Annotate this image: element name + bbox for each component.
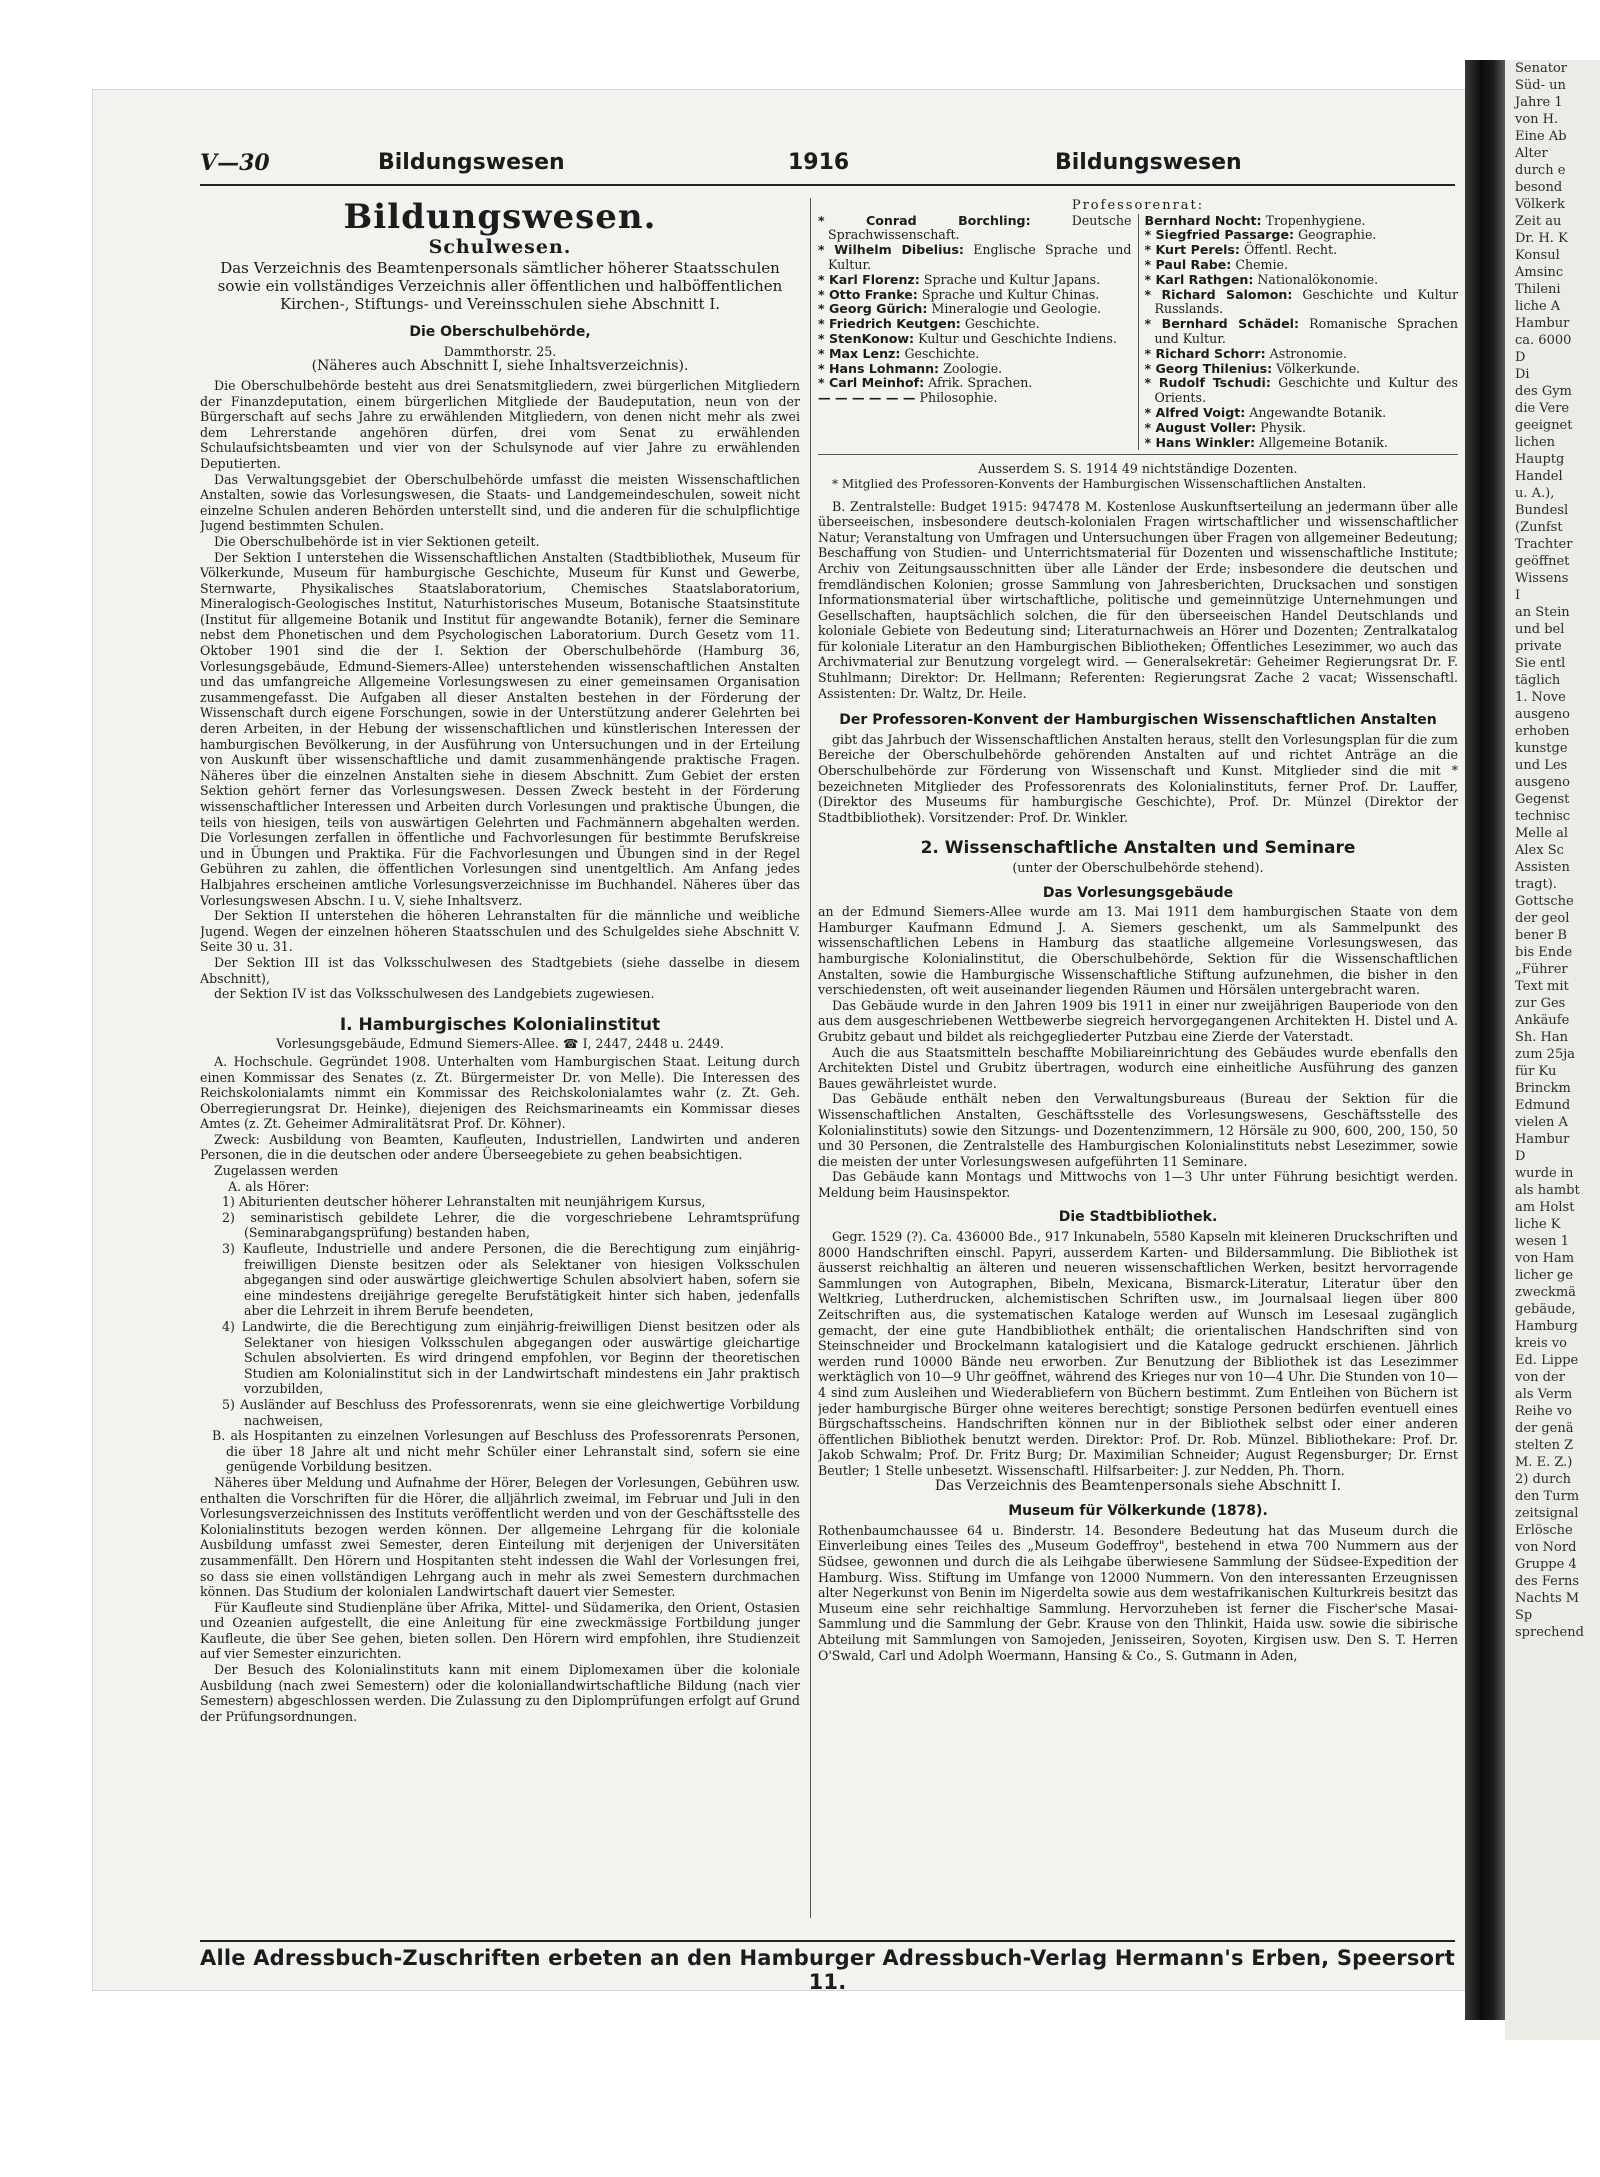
professor-name: * Conrad Borchling:: [818, 212, 1031, 228]
paragraph: gibt das Jahrbuch der Wissenschaftlichen Anstalten heraus, stellt den Vorlesungsplan für die zum Bereiche der Oberschulbehörde gehörenden Anstalten auf und richtet Anträge an die Oberschulbehörde zur Förderung von Wissenschaft und Kunst. Mitglieder sind die mit * bezeichneten Mitglieder des Professorenrats des Kolonialinstituts, ferner Prof. Dr. Lauffer, (Direktor des Museums für hamburgische Geschichte), Prof. Dr. Münzel (Direktor der Stadtbibliothek). Vorsitzender: Prof. Dr. Winkler.: [818, 731, 1458, 825]
paragraph: Die Oberschulbehörde besteht aus drei Senatsmitgliedern, zwei bürgerlichen Mitgliedern der Finanzdeputation, einem bürgerlichen Mitgliede der Baudeputation, neun von der Bürgerschaft auf sechs Jahre zu erwählenden Mitgliedern, von denen nicht mehr als zwei dem Lehrerstande angehören dürfen, drei vom Senat zu erwählenden Schulaufsichtsbeamten und vier von der Schulsynode auf vier Jahre zu erwählenden Deputierten.: [200, 377, 800, 471]
professor-name: * Wilhelm Dibelius:: [818, 242, 964, 258]
professorenrat-left: [818, 214, 1138, 451]
professor-entry: [818, 391, 1132, 406]
fragment-text: kunstge: [1515, 741, 1568, 756]
section-heading: Die Stadtbibliothek.: [1058, 1209, 1218, 1226]
fragment-text: an Stein: [1515, 605, 1570, 620]
professor-name: Bernhard Nocht:: [1144, 212, 1262, 228]
list-item: 1) Abiturienten deutscher höherer Lehranstalten mit neunjährigem Kursus,: [222, 1194, 706, 1210]
professor-field: Nationalökonomie.: [1257, 271, 1379, 287]
paragraph: Zweck: Ausbildung von Beamten, Kaufleuten, Industriellen, Landwirten und anderen Personen, die in die deutschen oder andere Überseegebiete zu gehen beabsichtigen.: [200, 1131, 800, 1163]
fragment-text: liche A: [1515, 299, 1561, 314]
fragment-text: geöffnet: [1515, 554, 1570, 569]
paragraph: Näheres über Meldung und Aufnahme der Hörer, Belegen der Vorlesungen, Gebühren usw. enthalten die Vorschriften für die Hörer, die alljährlich zweimal, im Februar und Juli in den Vorlesungsverzeichnissen des Instituts veröffentlicht werden und von der Geschäftsstelle des Kolonialinstituts bezogen werden können. Der allgemeine Lehrgang für die koloniale Ausbildung umfasst zwei Semester, deren Einteilung mit derjenigen der Universitäten zusammenfällt. Den Hörern und Hospitanten steht indessen die Wahl der Vorlesungen frei, so dass sie einen vollständigen Lehrgang auch in mehr als zwei Semestern durchmachen können. Das Studium der kolonialen Landwirtschaft dauert vier Semester.: [200, 1474, 800, 1600]
fragment-text: Eine Ab: [1515, 129, 1567, 144]
paragraph: Auch die aus Staatsmitteln beschaffte Mobiliareinrichtung des Gebäudes wurde ebenfalls den Architekten Distel und Grubitz übertragen, wodurch eine einheitliche Ausführung des ganzen Baues gewährleistet wurde.: [818, 1044, 1458, 1091]
note: Das Verzeichnis des Beamtenpersonals siehe Abschnitt I.: [934, 1477, 1342, 1494]
professor-name: * Rudolf Tschudi:: [1144, 375, 1271, 391]
professor-name: * Georg Thilenius:: [1144, 360, 1273, 376]
professor-entry: [1145, 317, 1459, 347]
fragment-text: 2) durch: [1515, 1472, 1572, 1487]
fragment-text: Erlösche: [1515, 1523, 1573, 1538]
fragment-text: Dr. H. K: [1515, 231, 1568, 246]
lead-text: Das Verzeichnis des Beamtenpersonals sämtlicher höherer Staatsschulen sowie ein vollständiges Verzeichnis aller öffentlichen und halböffentlichen Kirchen-, Stiftungs- und Vereinsschulen siehe Abschnitt I.: [217, 259, 783, 314]
fragment-text: Hambur: [1515, 316, 1570, 331]
fragment-text: private: [1515, 639, 1562, 654]
paragraph: Der Sektion III ist das Volksschulwesen des Stadtgebiets (siehe dasselbe in diesem Abschnitt),: [200, 954, 800, 986]
fragment-text: täglich: [1515, 673, 1561, 688]
left-column: [200, 198, 800, 1918]
section-heading: Der Professoren-Konvent der Hamburgischen Wissenschaftlichen Anstalten: [839, 712, 1437, 729]
fragment-text: Senator: [1515, 61, 1567, 76]
fragment-text: Wissens: [1515, 571, 1569, 586]
dozenten-note: Ausserdem S. S. 1914 49 nichtständige Dozenten.: [978, 461, 1298, 477]
fragment-text: ca. 6000: [1515, 333, 1572, 348]
fragment-text: wesen 1: [1515, 1234, 1569, 1249]
address: Dammthorstr. 25.: [443, 343, 557, 359]
paragraph: B. Zentralstelle: Budget 1915: 947478 M. Kostenlose Auskunftserteilung an jedermann über alle überseeischen, insbesondere deutsch-kolonialen Fragen wirtschaftlicher und wissenschaftlicher Natur; Veranstaltung von Umfragen und Untersuchungen über Fragen von allgemeiner Bedeutung; Beschaffung von Studien- und Unterrichtsmaterial für Dozenten und wissenschaftliche Institute; Archiv von Zeitungsausschnitten über alle Länder der Erde; insbesondere die deutschen und fremdländischen Kolonien; grosse Sammlung von Jahresberichten, Drucksachen und sonstigen Informationsmaterial über wirtschaftliche, politische und gemeinnützige Unternehmungen und Gesellschaften, hauptsächlich solchen, die für den überseeischen Handel Deutschlands und koloniale Gebiete von Bedeutung sind; Literaturnachweis an Hörer und Dozenten; Zentralkatalog für koloniale Literatur an den Hamburgischen Bibliotheken; Öffentliches Lesezimmer, wo auch das Archivmaterial zur Benutzung vorgelegt wird. — Generalsekretär: Geheimer Regierungsrat Dr. F. Stuhlmann; Direktor: Dr. Hellmann; Referenten: Regierungsrat Zache 2 vacat; Wissenschaftl. Assistenten: Dr. Waltz, Dr. Heile.: [818, 498, 1458, 701]
fragment-text: kreis vo: [1515, 1336, 1567, 1351]
list-item: 5) Ausländer auf Beschluss des Professorenrats, wenn sie eine gleichwertige Vorbildung nachweisen,: [222, 1396, 800, 1428]
professor-name: * August Voller:: [1144, 419, 1257, 435]
fragment-text: Di: [1515, 367, 1530, 382]
professor-name: * Richard Salomon:: [1144, 286, 1293, 302]
professor-entry: [818, 273, 1132, 288]
professor-field: Geschichte und Kultur des Orients.: [1154, 375, 1458, 406]
professor-entry: [1145, 436, 1459, 451]
professor-field: Astronomie.: [1269, 345, 1347, 361]
professor-field: Deutsche Sprachwissenschaft.: [828, 212, 1132, 243]
fragment-text: Text mit: [1515, 979, 1569, 994]
professor-field: Geschichte und Kultur Russlands.: [1154, 286, 1458, 317]
paragraph: Das Gebäude wurde in den Jahren 1909 bis 1911 in einer nur zweijährigen Bauperiode von den aus dem ausgeschriebenen Wettbewerbe siegreich hervorgegangenen Architekten H. Distel und A. Grubitz gebaut und bildet als reichgegliederter Putzbau eine Zierde der Vaterstadt.: [818, 997, 1458, 1044]
fragment-text: Reihe vo: [1515, 1404, 1573, 1419]
professor-entry: [1145, 376, 1459, 406]
fragment-text: ausgeno: [1515, 775, 1571, 790]
fragment-text: zeitsignal: [1515, 1506, 1579, 1521]
fragment-text: lichen: [1515, 435, 1556, 450]
note: (Näheres auch Abschnitt I, siehe Inhaltsverzeichnis).: [311, 358, 689, 375]
paragraph: Die Oberschulbehörde ist in vier Sektionen geteilt.: [214, 533, 540, 549]
fragment-text: Süd- un: [1515, 78, 1566, 93]
fragment-text: als hambt: [1515, 1183, 1580, 1198]
professor-entry: [1145, 228, 1459, 243]
fragment-text: Hauptg: [1515, 452, 1565, 467]
fragment-text: zweckmä: [1515, 1285, 1576, 1300]
professor-field: Philosophie.: [919, 390, 998, 406]
professor-entry: [1145, 243, 1459, 258]
professorenrat-list: [818, 214, 1458, 456]
professor-entry: [818, 302, 1132, 317]
paragraph: Der Sektion I unterstehen die Wissenschaftlichen Anstalten (Stadtbibliothek, Museum für Völkerkunde, Museum für hamburgische Geschichte, Museum für Kunst und Gewerbe, Sternwarte, Physikalisches Staatslaboratorium, Chemisches Staatslaboratorium, Mineralogisch-Geologisches Institut, Naturhistorisches Museum, Botanische Staatsinstitute (Institut für allgemeine Botanik und Institut für angewandte Botanik), ferner die Seminare nebst dem Phonetischen und dem Psychologischen Laboratorium. Durch Gesetz vom 11. Oktober 1901 sind die der I. Sektion der Oberschulbehörde (Hamburg 36, Vorlesungsgebäude, Edmund-Siemers-Allee) unterstehenden wissenschaftlichen Anstalten und das umfangreiche Allgemeine Vorlesungswesen zu einer gemeinsamen Organisation zusammengefasst. Die Aufgaben all dieser Anstalten bestehen in der Förderung der Wissenschaft durch eigene Forschungen, sowie in der Unterstützung anderer Gelehrten bei deren Arbeiten, in der Hebung der wissenschaftlichen und künstlerischen Interessen der hamburgischen Bevölkerung, in der Ausführung von Untersuchungen und in der Erteilung von Auskunft über wissenschaftliche und damit zusammenhängende praktische Fragen. Näheres über die einzelnen Anstalten siehe in diesem Abschnitt. Zum Gebiet der ersten Sektion gehört ferner das Vorlesungswesen. Dessen Zweck besteht in der Förderung wissenschaftlicher Interessen und Arbeiten durch Vorlesungen und praktische Übungen, die teils von hiesigen, teils von auswärtigen Gelehrten und Fachmännern abgehalten werden. Die Vorlesungen zerfallen in öffentliche und Fachvorlesungen für bestimmte Berufskreise und in Übungen und Praktika. Für die Fachvorlesungen und Übungen sind in der Regel Gebühren zu zahlen, die öffentlichen Vorlesungen sind unentgeltlich. Am Anfang jedes Halbjahres erscheinen amtliche Vorlesungsverzeichnisse im Buchhandel. Näheres über das Vorlesungswesen Abschn. I u. V, siehe Inhaltsverz.: [200, 549, 800, 908]
professor-entry: [1145, 214, 1459, 229]
fragment-text: Zeit au: [1515, 214, 1562, 229]
paragraph: Der Sektion II unterstehen die höheren Lehranstalten für die männliche und weibliche Jugend. Wegen der einzelnen höheren Staatsschulen und des Schulgeldes siehe Abschnitt V. Seite 30 u. 31.: [200, 908, 800, 955]
fragment-text: bis Ende: [1515, 945, 1573, 960]
fragment-text: Alex Sc: [1515, 843, 1564, 858]
professor-entry: [1145, 273, 1459, 288]
paragraph: der Sektion IV ist das Volksschulwesen des Landgebiets zugewiesen.: [214, 986, 655, 1002]
paragraph: A. als Hörer:: [228, 1178, 310, 1194]
admission-list: [200, 1194, 800, 1475]
professor-entry: [1145, 258, 1459, 273]
fragment-text: Konsul: [1515, 248, 1560, 263]
fragment-text: von der: [1515, 1370, 1565, 1385]
fragment-text: (Zunfst: [1515, 520, 1563, 535]
fragment-text: der geol: [1515, 911, 1570, 926]
address: Vorlesungsgebäude, Edmund Siemers-Allee. ☎ I, 2447, 2448 u. 2449.: [276, 1036, 724, 1052]
year: 1916: [788, 150, 850, 175]
professor-name: * Siegfried Passarge:: [1144, 227, 1295, 243]
professor-name: * Karl Florenz:: [818, 271, 920, 287]
page-footer: Alle Adressbuch-Zuschriften erbeten an den Hamburger Adressbuch-Verlag Hermann's Erben, Speersort 11.: [200, 1940, 1455, 1974]
professor-field: Sprache und Kultur Chinas.: [921, 286, 1100, 302]
fragment-text: Melle al: [1515, 826, 1569, 841]
paragraph: Der Besuch des Kolonialinstituts kann mit einem Diplomexamen über die koloniale Ausbildung (nach zwei Semestern) oder die koloniallandwirtschaftliche Bildung (nach vier Semestern) abgeschlossen werden. Die Zulassung zu den Diplomprüfungen erfolgt auf Grund der Prüfungsordnungen.: [200, 1662, 800, 1724]
professor-field: Kultur und Geschichte Indiens.: [918, 330, 1117, 346]
professor-name: * Georg Gürich:: [818, 301, 928, 317]
professor-name: * Friedrich Keutgen:: [818, 316, 961, 332]
paragraph: A. Hochschule. Gegründet 1908. Unterhalten vom Hamburgischen Staat. Leitung durch einen Kommissar des Senates (z. Zt. Bürgermeister Dr. von Melle). Die Interessen des Reichskolonialamts nimmt ein Kommissar des Reichskolonialamtes wahr (z. Zt. Geh. Oberregierungsrat Dr. Heinke), diejenigen des Reichsmarineamts ein Kommissar dieses Amtes (z. Zt. Geheimer Admiralitätsrat Prof. Dr. Köhner).: [200, 1053, 800, 1132]
paragraph: Gegr. 1529 (?). Ca. 436000 Bde., 917 Inkunabeln, 5580 Kapseln mit kleineren Druckschriften und 8000 Handschriften einschl. Papyri, ausserdem Karten- und Bildersammlung. Die Bibliothek ist äusserst reichhaltig an älteren und neueren wissenschaftlichen Werken, besitzt hervorragende Sammlungen von Autographen, Bibeln, Mexicana, Bismarck-Literatur, Literatur über den Weltkrieg, Lutherdrucken, alchemistischen Schriften usw., im Journalsaal liegen über 800 Zeitschriften aus, die systematischen Kataloge werden auf Wunsch im Lesesaal zugänglich gemacht, der eine gute Handbibliothek enthält; die orientalischen Handschriften sind von Steinschneider und Brockelmann katalogisiert und die Kataloge gedruckt erschienen. Jährlich werden rund 10000 Bände neu erworben. Zur Benutzung der Bibliothek ist das Lesezimmer werktäglich von 10—9 Uhr geöffnet, während des Krieges nur von 10—4 Uhr. Die Stunden von 10—4 sind zum Ausleihen und Wiederabliefern von Büchern bestimmt. Zum Entleihen von Büchern ist jeder hamburgische Bürger ohne weiteres berechtigt; sonstige Personen bedürfen eventuell eines Bürgschaftsscheins. Handschriften können nur in der Bibliothek selbst oder einer anderen öffentlichen Bibliothek benutzt werden. Direktor: Prof. Dr. Rob. Münzel. Bibliothekare: Prof. Dr. Jakob Schwalm; Prof. Dr. Fritz Burg; Dr. Maximilian Schneider; August Regensburger; Dr. Ernst Beutler; 1 Stelle unbesetzt. Wissenschaftl. Hilfsarbeiter: J. zur Nedden, Ph. Thorn.: [818, 1229, 1458, 1478]
fragment-text: die Vere: [1515, 401, 1570, 416]
fragment-text: von Nord: [1515, 1540, 1577, 1555]
fragment-text: Amsinc: [1515, 265, 1564, 280]
fragment-text: technisc: [1515, 809, 1571, 824]
fragment-text: als Verm: [1515, 1387, 1573, 1402]
fragment-text: Bundesl: [1515, 503, 1569, 518]
professor-field: Öffentl. Recht.: [1243, 242, 1338, 258]
list-item: B. als Hospitanten zu einzelnen Vorlesungen auf Beschluss des Professorenrats Personen, die über 18 Jahre alt und nicht mehr Schüler einer Lehranstalt sind, sofern sie eine genügende Vorbildung besitzen.: [212, 1428, 800, 1475]
fragment-text: für Ku: [1515, 1064, 1557, 1079]
fragment-text: licher ge: [1515, 1268, 1574, 1283]
professor-name: * Karl Rathgen:: [1144, 271, 1254, 287]
professor-entry: [1145, 421, 1459, 436]
running-title-left: Bildungswesen: [378, 150, 565, 175]
fragment-text: u. A.),: [1515, 486, 1555, 501]
professor-field: Sprache und Kultur Japans.: [923, 271, 1101, 287]
professor-field: Tropenhygiene.: [1265, 212, 1366, 228]
professor-name: * Alfred Voigt:: [1144, 404, 1246, 420]
fragment-text: Assisten: [1515, 860, 1570, 875]
professor-entry: [1145, 406, 1459, 421]
fragment-text: I: [1515, 588, 1521, 603]
professor-entry: [1145, 362, 1459, 377]
page-number: V—30: [200, 150, 270, 176]
fragment-text: „Führer: [1515, 962, 1568, 977]
list-item: 4) Landwirte, die die Berechtigung zum einjährig-freiwilligen Dienst besitzen oder als Selektaner von hiesigen Volksschulen abgegangen oder auswärtige gleichartige Schulen absolvierten. Es wird dringend empfohlen, vor Beginn der theoretischen Studien am Kolonialinstitut sich in der Landwirtschaft mindestens ein Jahr praktisch vorzubilden,: [222, 1319, 800, 1397]
main-title: Bildungswesen.: [343, 198, 657, 237]
professor-field: Geschichte.: [964, 316, 1040, 332]
fragment-text: erhoben: [1515, 724, 1570, 739]
fragment-text: Hambur: [1515, 1132, 1570, 1147]
paragraph: Rothenbaumchaussee 64 u. Binderstr. 14. Besondere Bedeutung hat das Museum durch die Einverleibung eines Teiles des „Museum Godeffroy", bestehend in etwa 700 Nummern aus der Südsee, gewonnen und durch die als Leihgabe überwiesene Sammlung der Südsee-Expedition der Hamburg. Wiss. Stiftung im Umfange von 12000 Nummern. Von den interessanten Erzeugnissen alter Negerkunst von Benin im Nigerdelta sowie aus dem westafrikanischen Kulturkreis besitzt das Museum eine sehr reichhaltige Sammlung. Hervorzuheben ist ferner die Fischer'sche Masai-Sammlung und die Sammlung der Gebr. Krause von den Thlinkit, Haida usw. sowie die sibirische Abteilung mit Sammlungen von Samojeden, Jenisseiren, Soyoten, Kirgisen usw. Den S. T. Herren O'Swald, Carl und Adolph Woermann, Hansing & Co., S. Gutmann in Aden,: [818, 1522, 1458, 1663]
fragment-text: am Holst: [1515, 1200, 1575, 1215]
fragment-text: Ankäufe: [1515, 1013, 1570, 1028]
paragraph: Für Kaufleute sind Studienpläne über Afrika, Mittel- und Südamerika, den Orient, Ostasien und Ozeanien aufgestellt, die eine Anleitung für eine zweckmässige Fortbildung junger Kaufleute, die über See gehen, bieten sollen. Den Hörern wird empfohlen, ihre Studienzeit auf vier Semester einzurichten.: [200, 1599, 800, 1662]
professor-name: * Hans Lohmann:: [818, 360, 940, 376]
fragment-text: des Gym: [1515, 384, 1572, 399]
fragment-text: Gruppe 4: [1515, 1557, 1577, 1572]
professor-field: Zoologie.: [943, 360, 1003, 376]
professor-field: Geschichte.: [904, 345, 980, 361]
fragment-text: Ed. Lippe: [1515, 1353, 1579, 1368]
section-heading: I. Hamburgisches Kolonialinstitut: [339, 1014, 661, 1035]
professor-field: Chemie.: [1235, 256, 1288, 272]
professorenrat-right: [1138, 214, 1459, 451]
fragment-text: Sie entl: [1515, 656, 1566, 671]
fragment-text: gebäude,: [1515, 1302, 1576, 1317]
page-header: [200, 150, 1455, 186]
fragment-text: 1. Nove: [1515, 690, 1566, 705]
professorenrat-heading: Professorenrat:: [1071, 198, 1205, 213]
professor-field: Mineralogie und Geologie.: [931, 301, 1102, 317]
professor-field: Geographie.: [1298, 227, 1377, 243]
fragment-text: vielen A: [1515, 1115, 1568, 1130]
fragment-text: zum 25ja: [1515, 1047, 1576, 1062]
professor-name: * StenKonow:: [818, 330, 915, 346]
professor-name: * Paul Rabe:: [1144, 256, 1232, 272]
fragment-text: zur Ges: [1515, 996, 1566, 1011]
footnote: * Mitglied des Professoren-Konvents der Hamburgischen Wissenschaftlichen Anstalten.: [832, 476, 1367, 491]
fragment-text: Alter: [1515, 146, 1548, 161]
fragment-text: und Les: [1515, 758, 1568, 773]
fragment-text: Sp: [1515, 1608, 1533, 1623]
professor-name: * Hans Winkler:: [1144, 434, 1256, 450]
professor-name: — — — — — —: [818, 390, 916, 406]
fragment-text: des Ferns: [1515, 1574, 1580, 1589]
next-page-strip: [1505, 60, 1600, 2040]
section-heading: Museum für Völkerkunde (1878).: [1008, 1503, 1268, 1520]
professor-field: Romanische Sprachen und Kultur.: [1154, 316, 1458, 346]
professor-name: * Bernhard Schädel:: [1144, 316, 1300, 332]
fragment-text: Gottsche: [1515, 894, 1574, 909]
section-heading: 2. Wissenschaftliche Anstalten und Seminare: [920, 838, 1356, 859]
fragment-text: D: [1515, 350, 1526, 365]
paragraph: Zugelassen werden: [214, 1163, 339, 1179]
professor-name: * Richard Schorr:: [1144, 345, 1266, 361]
paragraph: Das Verwaltungsgebiet der Oberschulbehörde umfasst die meisten Wissenschaftlichen Anstalten, sowie das Vorlesungswesen, die Staats- und Landgemeindeschulen, soweit nicht einzelne Schulen anderen Behörden unterstellt sind, und die anderen für die schulpflichtige Jugend bestimmten Schulen.: [200, 471, 800, 534]
fragment-text: Thileni: [1515, 282, 1561, 297]
fragment-text: Brinckm: [1515, 1081, 1571, 1096]
fragment-text: Handel: [1515, 469, 1563, 484]
professor-field: Englische Sprache und Kultur.: [828, 242, 1132, 272]
professor-field: Afrik. Sprachen.: [928, 375, 1033, 391]
professor-field: Physik.: [1260, 419, 1307, 435]
professor-entry: [818, 362, 1132, 377]
fragment-text: Hamburg: [1515, 1319, 1578, 1334]
fragment-text: ausgeno: [1515, 707, 1571, 722]
fragment-text: besond: [1515, 180, 1563, 195]
paragraph: Das Gebäude enthält neben den Verwaltungsbureaus (Bureau der Sektion für die Wissenschaftlichen Anstalten, Geschäftsstelle des Vorlesungswesens, Geschäftsstelle des Kolonialinstituts) sowie den Sitzungs- und Dozentenzimmern, 12 Hörsäle zu 900, 600, 200, 150, 50 und 30 Personen, die Zentralstelle des Hamburgischen Kolonialinstituts nebst Lesezimmer, sowie die meisten der unter Vorlesungswesen aufgeführten 11 Seminare.: [818, 1091, 1458, 1169]
fragment-text: wurde in: [1515, 1166, 1574, 1181]
professor-name: * Carl Meinhof:: [818, 375, 925, 391]
professor-name: * Max Lenz:: [818, 345, 901, 361]
fragment-text: und bel: [1515, 622, 1565, 637]
fragment-text: sprechend: [1515, 1625, 1584, 1640]
fragment-text: tragt).: [1515, 877, 1557, 892]
fragment-text: liche K: [1515, 1217, 1561, 1232]
section-heading: Die Oberschulbehörde,: [409, 324, 591, 341]
column-divider: [810, 198, 811, 1918]
fragment-text: stelten Z: [1515, 1438, 1574, 1453]
fragment-text: Gegenst: [1515, 792, 1570, 807]
professor-entry: [818, 214, 1132, 244]
fragment-text: M. E. Z.): [1515, 1455, 1573, 1470]
professor-entry: [818, 317, 1132, 332]
paragraph: Das Gebäude kann Montags und Mittwochs von 1—3 Uhr unter Führung besichtigt werden. Meldung beim Hausinspektor.: [818, 1169, 1458, 1200]
paragraph: an der Edmund Siemers-Allee wurde am 13. Mai 1911 dem hamburgischen Staate von dem Hamburger Kaufmann Edmund J. A. Siemers geschenkt, um als Sammelpunkt des wissenschaftlichen Lebens in Hamburg das staatliche allgemeine Vorlesungswesen, das hamburgische Kolonialinstitut, die Oberschulbehörde, Sektion für die Wissenschaftlichen Anstalten, sowie die Hamburgische Wissenschaftliche Stiftung aufzunehmen, die bisher in den verschiedensten, oft weit auseinander liegenden Räumen und Hörsälen untergebracht waren.: [818, 904, 1458, 998]
fragment-text: bener B: [1515, 928, 1567, 943]
professor-field: Allgemeine Botanik.: [1259, 434, 1388, 450]
fragment-text: Trachter: [1515, 537, 1573, 552]
fragment-text: von H.: [1515, 112, 1559, 127]
fragment-text: von Ham: [1515, 1251, 1575, 1266]
professor-entry: [818, 243, 1132, 273]
subheading: (unter der Oberschulbehörde stehend).: [1012, 860, 1264, 875]
professor-entry: [1145, 288, 1459, 318]
running-title-right: Bildungswesen: [1055, 150, 1242, 175]
fragment-text: D: [1515, 1149, 1526, 1164]
list-item: 2) seminaristisch gebildete Lehrer, die die vorgeschriebene Lehramtsprüfung (Seminarabgangsprüfung) bestanden haben,: [222, 1209, 800, 1241]
fragment-text: Edmund: [1515, 1098, 1571, 1113]
fragment-text: den Turm: [1515, 1489, 1580, 1504]
sub-title: Schulwesen.: [428, 235, 572, 258]
fragment-text: geeignet: [1515, 418, 1573, 433]
fragment-text: der genä: [1515, 1421, 1574, 1436]
right-column: [818, 198, 1458, 1918]
fragment-text: Nachts M: [1515, 1591, 1580, 1606]
professor-name: * Otto Franke:: [818, 286, 918, 302]
professor-name: * Kurt Perels:: [1144, 242, 1240, 258]
professor-field: Völkerkunde.: [1276, 360, 1361, 376]
professor-entry: [818, 332, 1132, 347]
fragment-text: Jahre 1: [1515, 95, 1563, 110]
fragment-text: durch e: [1515, 163, 1566, 178]
professor-entry: [818, 347, 1132, 362]
professor-entry: [818, 376, 1132, 391]
fragment-text: Sh. Han: [1515, 1030, 1569, 1045]
professor-entry: [1145, 347, 1459, 362]
book-gutter: [1465, 60, 1505, 2020]
professor-field: Angewandte Botanik.: [1249, 404, 1387, 420]
list-item: 3) Kaufleute, Industrielle und andere Personen, die die Berechtigung zum einjährig-freiwilligen Dienste besitzen oder als Selektaner von hiesigen Volksschulen abgegangen sind oder auswärtige gleichwertige Schulen absolviert haben, sofern sie eine mindestens dreijährige geregelte Berufstätigkeit hinter sich haben, jedenfalls aber die Lehrzeit in ihrem Berufe beendeten,: [222, 1241, 800, 1319]
section-heading: Das Vorlesungsgebäude: [1042, 884, 1234, 901]
fragment-text: Völkerk: [1515, 197, 1565, 212]
professor-entry: [818, 288, 1132, 303]
